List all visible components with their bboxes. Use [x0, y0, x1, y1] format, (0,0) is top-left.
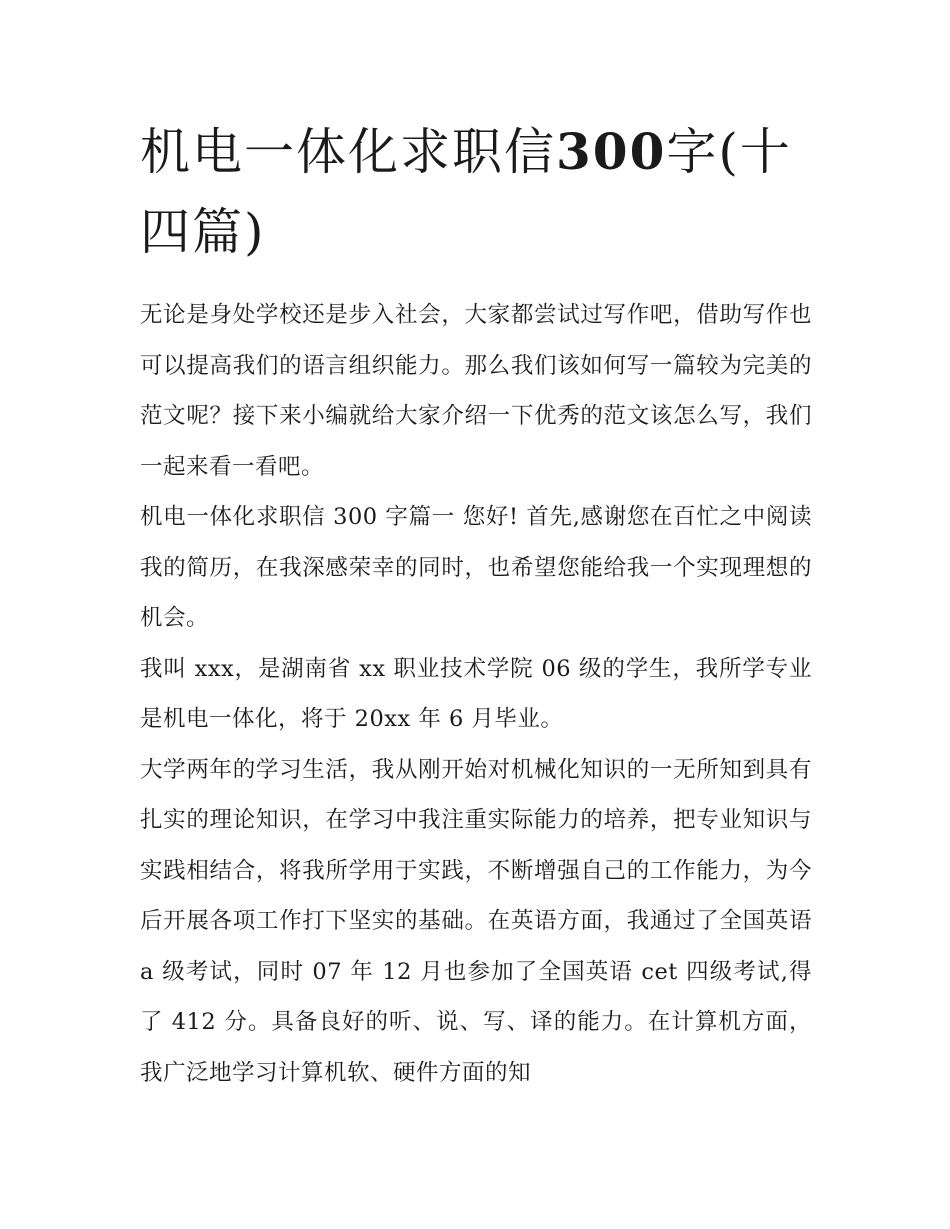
paragraph-self-intro: 我叫 xxx，是湖南省 xx 职业技术学院 06 级的学生，我所学专业是机电一体化，将于 20xx 年 6 月毕业。 — [140, 655, 812, 732]
document-title — [140, 112, 812, 272]
title-text-part1: 机电一体化求职信 — [140, 123, 556, 181]
document-page — [140, 112, 812, 1098]
title-text-part2: 字(十四篇) — [140, 123, 792, 261]
title-number: 300 — [556, 122, 667, 181]
paragraph-greeting: 机电一体化求职信 300 字篇一 您好! 首先,感谢您在百忙之中阅读我的简历，在我深感荣幸的同时，也希望您能给我一个实现理想的机会。 — [140, 504, 812, 631]
paragraph-intro: 无论是身处学校还是步入社会，大家都尝试过写作吧，借助写作也可以提高我们的语言组织能力。那么我们该如何写一篇较为完美的范文呢？接下来小编就给大家介绍一下优秀的范文该怎么写，我们一起来看一看吧。 — [140, 302, 812, 480]
paragraph-study-experience: 大学两年的学习生活，我从刚开始对机械化知识的一无所知到具有扎实的理论知识，在学习中我注重实际能力的培养，把专业知识与实践相结合，将我所学用于实践，不断增强自己的工作能力，为今后开展各项工作打下坚实的基础。在英语方面，我通过了全国英语 a 级考试，同时 07 年 12 月也参加了全国英语 cet 四级考试,得了 412 分。具备良好的听、说、写、译的能力。在计算机方面，我广泛地学习计算机软、硬件方面的知 — [140, 756, 812, 1086]
document-body — [140, 290, 812, 1098]
